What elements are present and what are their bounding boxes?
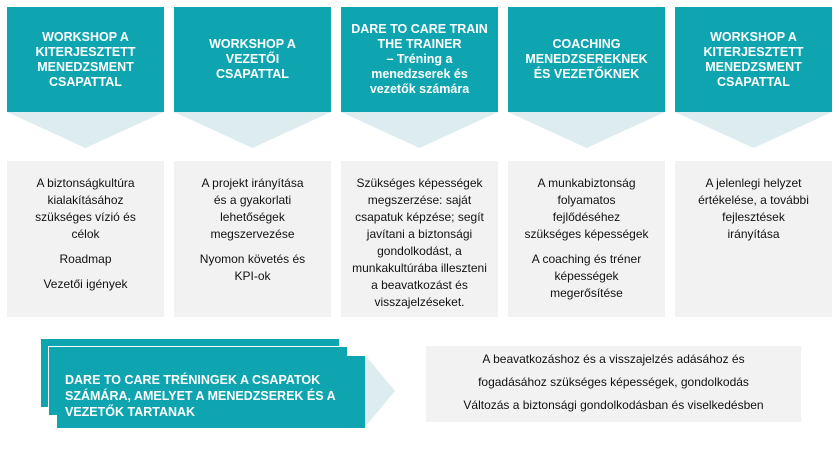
description-item: Roadmap: [59, 252, 112, 266]
process-column: [7, 7, 164, 291]
description-item: A jelenlegi helyzet értékelése, a további fejlesztések irányítása: [698, 176, 809, 241]
column-title: COACHING MENEDZSEREKNEK ÉS VEZETŐKNEK: [508, 7, 665, 112]
description-item: Nyomon követés és KPI-ok: [199, 252, 306, 283]
outcome-line: fogadásához szükséges képességek, gondolkodás: [478, 375, 749, 389]
column-title: DARE TO CARE TRAIN THE TRAINER – Tréning a menedzserek és vezetők számára: [341, 7, 498, 112]
team-trainings-title: DARE TO CARE TRÉNINGEK A CSAPATOK SZÁMÁRA, AMELYET A MENEDZSEREK ÉS A VEZETŐK TARTANAK: [57, 356, 365, 428]
outcome-line: A beavatkozáshoz és a visszajelzés adásához és: [482, 352, 745, 366]
column-description: [174, 161, 331, 317]
column-title: WORKSHOP A KITERJESZTETT MENEDZSMENT CSAPATTAL: [675, 7, 832, 112]
right-arrow-icon: [365, 355, 395, 427]
chevron-down-icon: [341, 112, 498, 148]
description-item: Vezetői igények: [43, 277, 128, 291]
description-item: Szükséges képességek megszerzése: saját csapatuk képzése; segít javítani a biztonsági gondolkodást, a munkakultúrába illeszteni a beavatkozást és visszajelzéseket.: [352, 176, 487, 309]
process-column: [675, 7, 832, 241]
outcomes-box: [426, 346, 801, 422]
description-item: A coaching és tréner képességek megerősítése: [531, 252, 642, 300]
outcome-line: Változás a biztonsági gondolkodásban és viselkedésben: [463, 398, 764, 412]
description-item: A munkabiztonság folyamatos fejlődéséhez szükséges képességek: [524, 176, 649, 241]
process-column: [508, 7, 665, 300]
chevron-down-icon: [174, 112, 331, 148]
chevron-down-icon: [675, 112, 832, 148]
column-description: [7, 161, 164, 317]
column-description: [341, 161, 498, 317]
description-item: A projekt irányítása és a gyakorlati lehetőségek megszervezése: [201, 176, 304, 241]
column-title: WORKSHOP A KITERJESZTETT MENEDZSMENT CSAPATTAL: [7, 7, 164, 112]
chevron-down-icon: [7, 112, 164, 148]
column-description: [508, 161, 665, 317]
column-title: WORKSHOP A VEZETŐI CSAPATTAL: [174, 7, 331, 112]
chevron-down-icon: [508, 112, 665, 148]
process-column: [174, 7, 331, 283]
process-column: [341, 7, 498, 309]
description-item: A biztonságkultúra kialakításához szükséges vízió és célok: [35, 176, 136, 241]
column-description: [675, 161, 832, 317]
